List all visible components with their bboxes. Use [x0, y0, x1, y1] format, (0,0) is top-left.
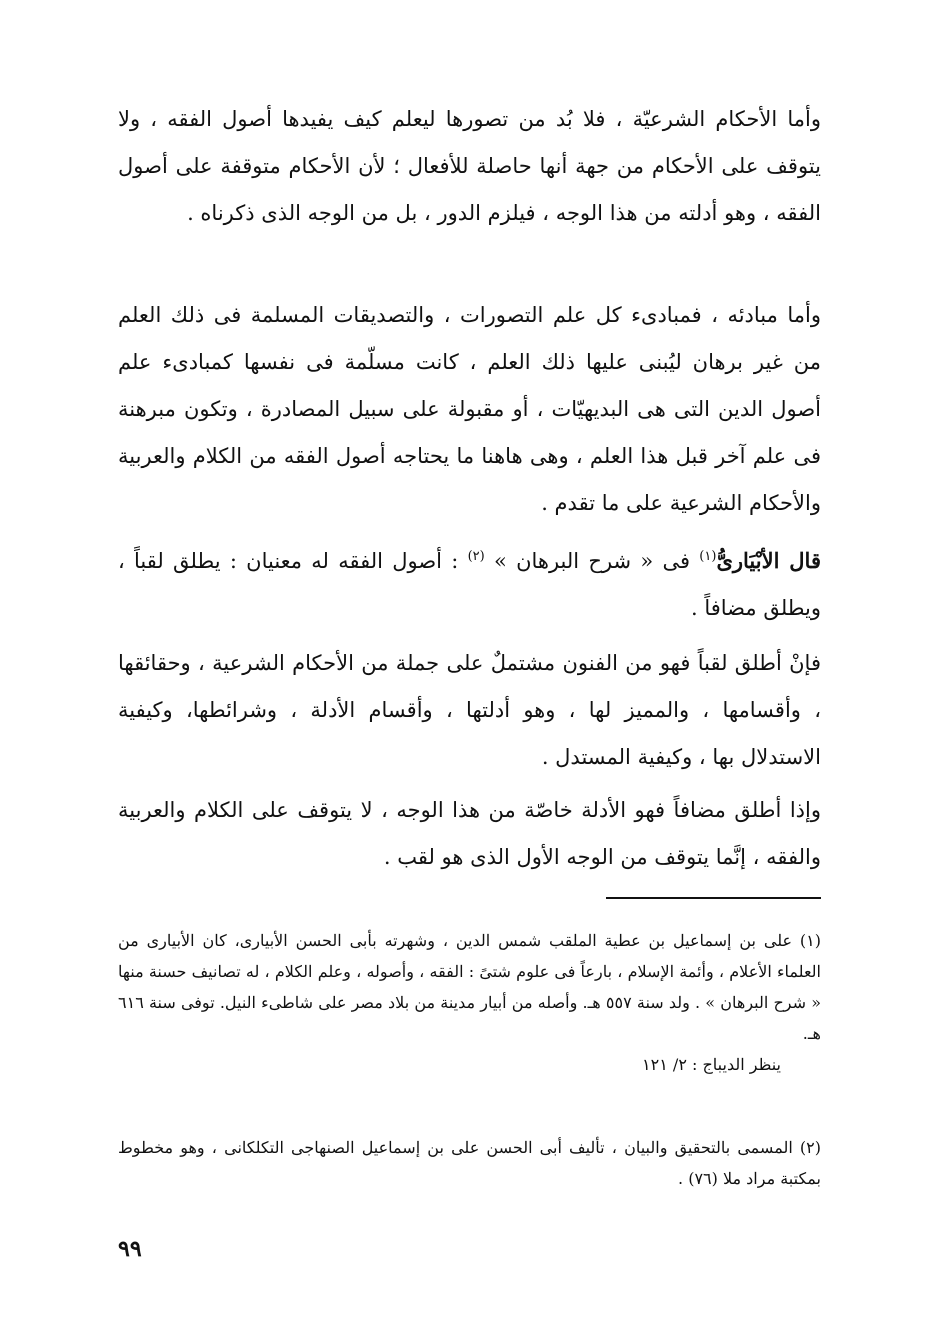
paragraph-abyari-quote [118, 537, 821, 632]
footnote-ref-2[interactable]: (٢) [467, 549, 485, 564]
footnote-ref-1[interactable]: (١) [699, 549, 717, 564]
quote-text: : أصول الفقه له معنيان : يطلق لقباً ، ويطلق مضافاً . [118, 549, 821, 620]
paragraph-laqab: فإنْ أطلق لقباً فهو من الفنون مشتملٌ على جملة من الأحكام الشرعية ، وحقائقها ، وأقسامها ، والمميز لها ، وهو أدلتها ، وأقسام الأدلة ، وشرائطها، وكيفية الاستدلال بها ، وكيفية المستدل . [118, 651, 821, 769]
paragraph-mabadi: وأما مبادئه ، فمبادىء كل علم التصورات ، والتصديقات المسلمة فى ذلك العلم من غير برهان ليُبنى عليها ذلك العلم ، كانت مسلّمة فى نفسها كمبادىء علم أصول الدين التى هى البديهيّات ، أو مقبولة على سبيل المصادرة ، وتكون مبرهنة فى علم آخر قبل هذا العلم ، وهى هاهنا ما يحتاجه أصول الفقه من الكلام والعربية والأحكام الشرعية على ما تقدم . [118, 303, 821, 515]
footnote-2: (٢) المسمى بالتحقيق والبيان ، تأليف أبى الحسن على بن إسماعيل الصنهاجى التكلكانى ، وهو مخطوط بمكتبة مراد ملا (٧٦) . [118, 1138, 822, 1188]
footnote-1 [118, 925, 821, 1080]
quote-lead: قال الأبْيَارىُّ [716, 548, 821, 573]
footnote-1-reference: ينظر الديباج : ٢/ ١٢١ [642, 1055, 781, 1074]
footnote-1-text: (١) على بن إسماعيل بن عطية الملقب شمس الدين ، وشهرته بأبى الحسن الأبيارى، كان الأبيارى من العلماء الأعلام ، وأئمة الإسلام ، بارعاً فى علوم شتىً : الفقه ، وأصوله ، وعلم الكلام ، له تصانيف حسنة منها « شرح البرهان » . ولد سنة ٥٥٧ هـ. وأصله من أبيار مدينة من بلاد مصر على شاطىء النيل. توفى سنة ٦١٦ هـ. [118, 931, 821, 1043]
paragraph-ahkam: وأما الأحكام الشرعيّة ، فلا بُد من تصورها ليعلم كيف يفيدها أصول الفقه ، ولا يتوقف على الأحكام من جهة أنها حاصلة للأفعال ؛ لأن الأحكام متوقفة على أصول الفقه ، وهو أدلته من هذا الوجه ، فيلزم الدور ، بل من الوجه الذى ذكرناه . [118, 107, 821, 225]
footnote-separator [606, 897, 821, 899]
page-number: ٩٩ [118, 1236, 142, 1262]
paragraph-mudaf: وإذا أطلق مضافاً فهو الأدلة خاصّة من هذا الوجه ، لا يتوقف على الكلام والعربية والفقه ، إنَّما يتوقف من الوجه الأول الذى هو لقب . [118, 798, 821, 869]
quote-source: فى « شرح البرهان » [484, 549, 700, 573]
